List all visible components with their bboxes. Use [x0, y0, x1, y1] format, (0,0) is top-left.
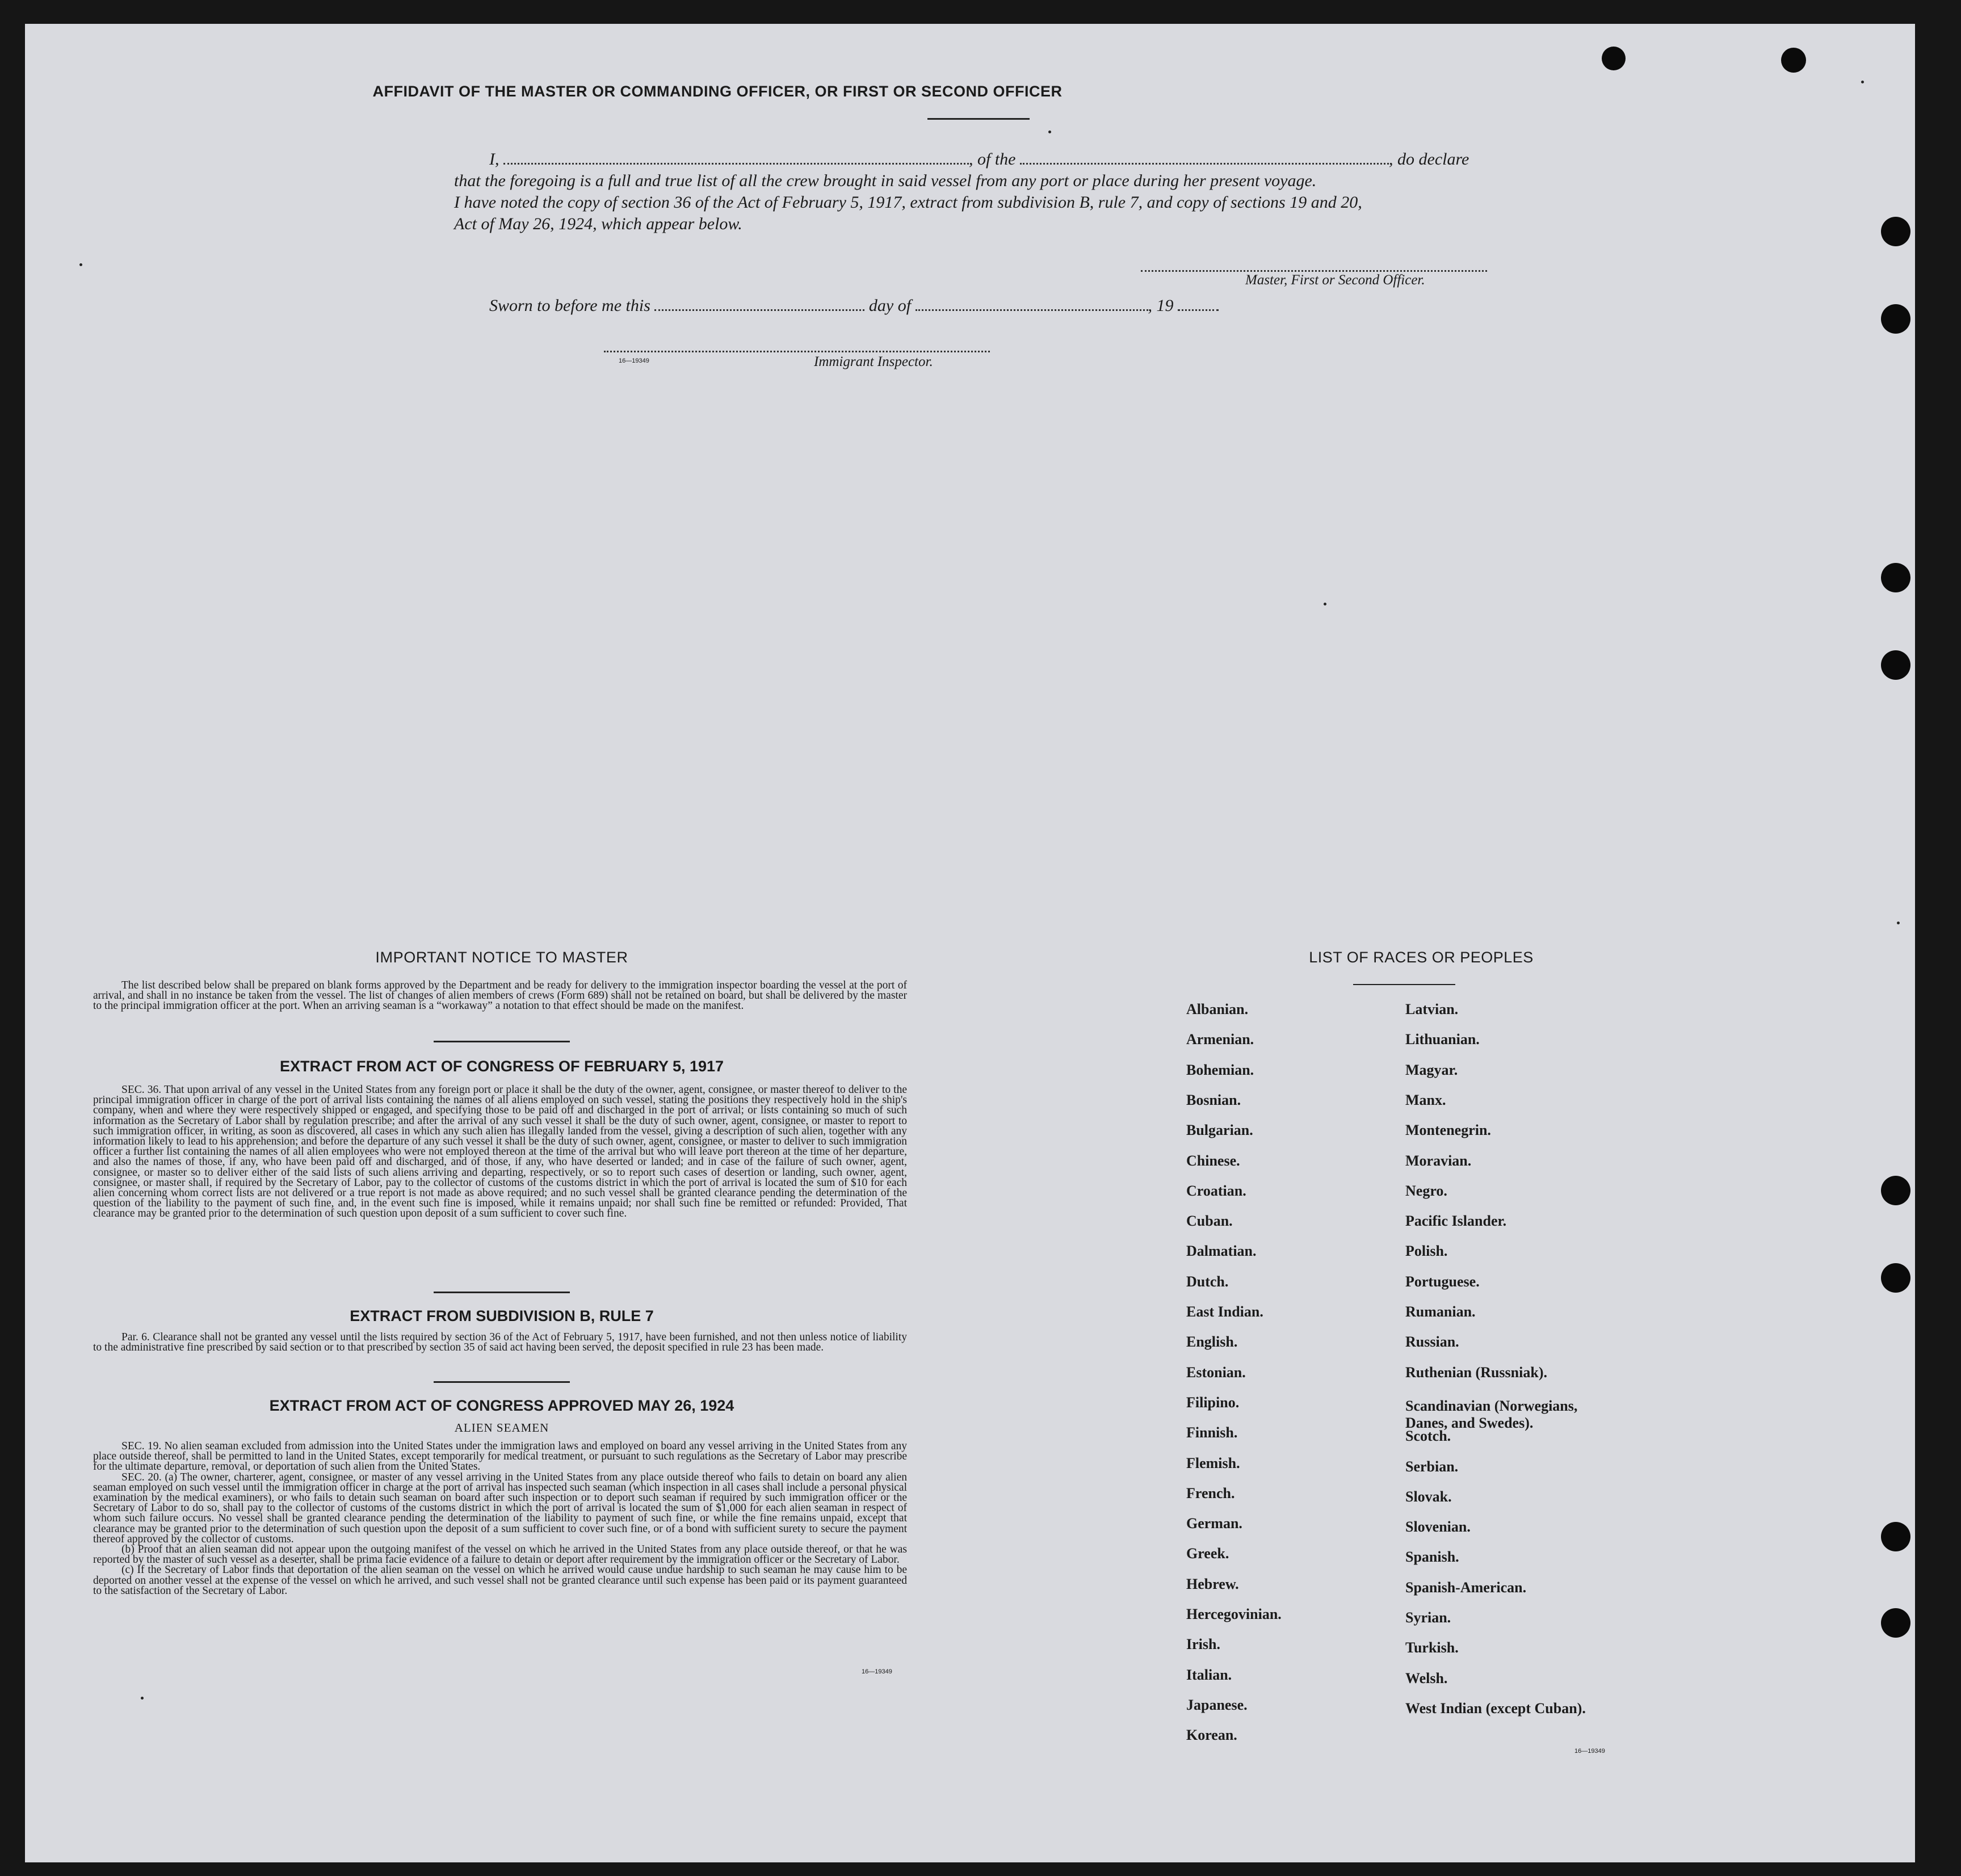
- race-item: Scandinavian (Norwegians, Danes, and Swedes).: [1405, 1397, 1578, 1431]
- punch-hole: [1602, 47, 1626, 70]
- punch-hole: [1881, 563, 1910, 592]
- vessel-label: , of the: [969, 150, 1016, 169]
- race-item: Slovak.: [1405, 1488, 1452, 1505]
- races-title: LIST OF RACES OR PEOPLES: [1309, 949, 1534, 966]
- day-of-label: day of: [868, 296, 912, 315]
- race-item: Estonian.: [1186, 1364, 1246, 1381]
- race-item: German.: [1186, 1515, 1242, 1532]
- punch-hole: [1781, 48, 1806, 73]
- sworn-year-field[interactable]: [1178, 309, 1219, 311]
- alien-seamen-subtitle: ALIEN SEAMEN: [454, 1421, 549, 1435]
- punch-hole: [1881, 1608, 1910, 1638]
- race-item: Magyar.: [1405, 1061, 1458, 1078]
- race-item: Flemish.: [1186, 1454, 1240, 1471]
- race-item: Korean.: [1186, 1727, 1237, 1744]
- race-item: Italian.: [1186, 1666, 1232, 1683]
- section-rule: [434, 1292, 570, 1293]
- race-item: Dutch.: [1186, 1273, 1229, 1290]
- inspector-label: Immigrant Inspector.: [814, 354, 933, 369]
- races-title-rule: [1353, 984, 1455, 985]
- race-item: Syrian.: [1405, 1609, 1451, 1626]
- sec20a-paragraph: SEC. 20. (a) The owner, charterer, agent, consignee, or master of any vessel arriving in the United States from any place outside thereof who fails to detain on board any alien seaman employed on such vessel until the immigration officer in charge at the port of arrival has inspected such seaman (which inspection in all cases shall include a personal physical examination by the medical examiners), or who fails to detain such seaman on board after such inspection or to deport such seaman if required by such immigration officer or the Secretary of Labor to do so, shall pay to the collector of customs of the customs district in which the port of arrival is located the sum of $1,000 for each alien seaman in respect of whom such failure occurs. No vessel shall be granted clearance pending the determination of the liability to payment of such fine, or while the fine remains unpaid, except that clearance may be granted prior to the determination of such question upon the deposit of a sum sufficient to cover such fine, or of a bond with sufficient surety to secure the payment thereof approved by the collector of customs.: [93, 1471, 907, 1545]
- sworn-label: Sworn to before me this: [489, 296, 650, 315]
- rule7-title: EXTRACT FROM SUBDIVISION B, RULE 7: [350, 1307, 654, 1324]
- title-rule: [927, 118, 1030, 120]
- extract-1924-title: EXTRACT FROM ACT OF CONGRESS APPROVED MAY 26, 1924: [269, 1397, 734, 1414]
- section-rule: [434, 1381, 570, 1383]
- declare-label: , do declare: [1389, 150, 1469, 169]
- race-item: Croatian.: [1186, 1182, 1246, 1199]
- section-rule: [434, 1041, 570, 1042]
- race-item: Montenegrin.: [1405, 1122, 1491, 1139]
- affidavit-form-code: 16—19349: [619, 357, 649, 364]
- race-item: Russian.: [1405, 1334, 1459, 1351]
- sworn-month-field[interactable]: [916, 309, 1148, 311]
- declaration-line-4: Act of May 26, 1924, which appear below.: [454, 214, 742, 233]
- scan-speck: [1324, 603, 1326, 605]
- sec20c-paragraph: (c) If the Secretary of Labor finds that deportation of the alien seaman on the vessel on which he arrived would cause undue hardship to such seaman he may cause him to be deported on another vessel at the expense of the vessel on which he arrived, and such vessel shall not be granted clearance until such expense has been paid or its payment guaranteed to the satisfaction of the Secretary of Labor.: [93, 1564, 907, 1597]
- scan-speck: [1897, 922, 1900, 924]
- inspector-signature-line[interactable]: [604, 351, 990, 352]
- sec36-paragraph: SEC. 36. That upon arrival of any vessel in the United States from any foreign port or place it shall be the duty of the owner, agent, consignee, or master thereof to deliver to the principal immigration officer in charge of the port of arrival lists containing the names of all aliens employed on such vessel, stating the positions they respectively hold in the ship's company, when and where they were respectively shipped or engaged, and specifying those to be paid off and discharged in the port of arrival; or lists containing so much of such information as the Secretary of Labor shall by regulation prescribe; and after the arrival of any such vessel it shall be the duty of such owner, agent, consignee, or master to report to such immigration officer, in writing, as soon as discovered, all cases in which any such alien has illegally landed from the vessel, giving a description of such alien, together with any information likely to lead to his apprehension; and before the departure of any such vessel it shall be the duty of such owner, agent, consignee, or master to deliver to such immigration officer a further list containing the names of all alien employees who were not employed thereon at the time of the arrival but who will leave port thereon at the time of her departure, and also the names of those, if any, who have been paid off and discharged, and of those, if any, who have deserted or landed; and in case of the failure of such owner, agent, consignee, or master so to deliver either of the said lists of such aliens arriving and departing, respectively, or so to report such cases of desertion or landing, such owner, agent, consignee, or master shall, if required by the Secretary of Labor, pay to the collector of customs of the customs district in which the port of arrival is located the sum of $10 for each alien concerning whom correct lists are not delivered or a true report is not made as above required; and no such vessel shall be granted clearance pending the determination of the question of the liability to the payment of such fine, and, in the event such fine is imposed, while it remains unpaid; nor shall such fine be remitted or refunded: Provided, That clearance may be granted prior to the determination of such question upon deposit of a sum sufficient to cover such fine.: [93, 1084, 907, 1220]
- extract-1917-text: [93, 1085, 907, 1219]
- vessel-name-field[interactable]: [1020, 162, 1389, 165]
- declarant-name-field[interactable]: [503, 162, 969, 165]
- race-item: Irish.: [1186, 1636, 1220, 1653]
- race-item: Hercegovinian.: [1186, 1606, 1282, 1622]
- scan-speck: [1048, 131, 1051, 133]
- race-item: Turkish.: [1405, 1639, 1459, 1656]
- punch-hole: [1881, 304, 1910, 334]
- race-item: Negro.: [1405, 1182, 1447, 1199]
- sworn-line: [489, 296, 1219, 316]
- form-sheet: [25, 24, 1915, 1862]
- race-item: Spanish-American.: [1405, 1579, 1527, 1596]
- scan-speck: [1861, 81, 1864, 83]
- punch-hole: [1881, 217, 1910, 246]
- race-item: Polish.: [1405, 1243, 1448, 1260]
- declaration-line-2: that the foregoing is a full and true list of all the crew brought in said vessel from any port or place during her present voyage.: [454, 171, 1317, 190]
- race-item: Ruthenian (Russniak).: [1405, 1364, 1547, 1381]
- sec20b-paragraph: (b) Proof that an alien seaman did not appear upon the outgoing manifest of the vessel on which he arrived in the United States from any place outside thereof, or that he was reported by the master of such vessel as a deserter, shall be prima facie evidence of a failure to detain or deport after requirement by the immigration officer or the Secretary of Labor.: [93, 1543, 907, 1566]
- notice-text: [93, 981, 907, 1012]
- race-item: Bulgarian.: [1186, 1122, 1253, 1139]
- extract-form-code: 16—19349: [862, 1668, 892, 1675]
- races-form-code: 16—19349: [1574, 1748, 1605, 1755]
- extract-1924-text: [93, 1441, 907, 1596]
- race-item: Bosnian.: [1186, 1091, 1241, 1108]
- race-item: Slovenian.: [1405, 1519, 1471, 1536]
- race-item: Chinese.: [1186, 1152, 1240, 1169]
- signature-line[interactable]: [1141, 270, 1487, 272]
- race-item: Scotch.: [1405, 1428, 1451, 1445]
- race-item: East Indian.: [1186, 1303, 1263, 1320]
- notice-paragraph: The list described below shall be prepared on blank forms approved by the Department and be ready for delivery to the immigration inspector boarding the vessel at the port of arrival, and shall in no instance be taken from the vessel. The list of changes of alien members of crews (Form 689) shall not be retained on board, but shall be delivered by the master to the principal immigration officer at the port. When an arriving seaman is a “workaway” a notation to that effect should be made on the manifest.: [93, 979, 907, 1012]
- race-item: Serbian.: [1405, 1458, 1459, 1475]
- race-item: French.: [1186, 1484, 1235, 1501]
- signature-label: Master, First or Second Officer.: [1245, 272, 1425, 288]
- race-item: Pacific Islander.: [1405, 1213, 1507, 1230]
- race-item: Filipino.: [1186, 1394, 1240, 1411]
- race-item: Dalmatian.: [1186, 1243, 1257, 1260]
- race-item: Japanese.: [1186, 1696, 1248, 1713]
- race-item: Albanian.: [1186, 1001, 1249, 1017]
- race-item: Latvian.: [1405, 1001, 1459, 1017]
- race-item: Greek.: [1186, 1545, 1229, 1562]
- race-item: Spanish.: [1405, 1549, 1459, 1566]
- race-item: Portuguese.: [1405, 1273, 1480, 1290]
- punch-hole: [1881, 1176, 1910, 1205]
- declaration-line-1: [489, 150, 1534, 169]
- affidavit-title: AFFIDAVIT OF THE MASTER OR COMMANDING OFFICER, OR FIRST OR SECOND OFFICER: [372, 83, 1063, 100]
- notice-title: IMPORTANT NOTICE TO MASTER: [375, 949, 628, 966]
- race-item: Welsh.: [1405, 1669, 1448, 1686]
- declarant-label: I,: [489, 150, 499, 169]
- punch-hole: [1881, 1263, 1910, 1293]
- race-item: Manx.: [1405, 1091, 1446, 1108]
- year-label: , 19: [1148, 296, 1174, 315]
- race-item: Rumanian.: [1405, 1303, 1476, 1320]
- race-item: Finnish.: [1186, 1424, 1238, 1441]
- scan-speck: [141, 1697, 144, 1700]
- race-item: Cuban.: [1186, 1213, 1233, 1230]
- sec19-paragraph: SEC. 19. No alien seaman excluded from admission into the United States under the immigration laws and employed on board any vessel arriving in the United States from any place outside thereof, shall be permitted to land in the United States, except temporarily for medical treatment, or pursuant to such regulations as the Secretary of Labor may prescribe for the ultimate departure, removal, or deportation of such alien from the United States.: [93, 1440, 907, 1473]
- rule7-text: [93, 1332, 907, 1353]
- punch-hole: [1881, 650, 1910, 680]
- race-item: Armenian.: [1186, 1031, 1254, 1048]
- par6-paragraph: Par. 6. Clearance shall not be granted any vessel until the lists required by section 36 of the Act of February 5, 1917, have been furnished, and not then unless notice of liability to the administrative fine prescribed by said section or to that prescribed by section 35 of said act having been served, the deposit specified in rule 23 has been made.: [93, 1331, 907, 1354]
- race-item: Hebrew.: [1186, 1575, 1239, 1592]
- race-item: Bohemian.: [1186, 1061, 1254, 1078]
- scan-speck: [79, 263, 82, 266]
- race-item: English.: [1186, 1334, 1238, 1351]
- race-item: Moravian.: [1405, 1152, 1472, 1169]
- race-item: Lithuanian.: [1405, 1031, 1480, 1048]
- declaration-line-3: I have noted the copy of section 36 of the Act of February 5, 1917, extract from subdivision B, rule 7, and copy of sections 19 and 20,: [454, 193, 1362, 212]
- extract-1917-title: EXTRACT FROM ACT OF CONGRESS OF FEBRUARY 5, 1917: [279, 1058, 724, 1075]
- sworn-day-field[interactable]: [654, 309, 864, 311]
- punch-hole: [1881, 1522, 1910, 1551]
- race-item: West Indian (except Cuban).: [1405, 1700, 1586, 1717]
